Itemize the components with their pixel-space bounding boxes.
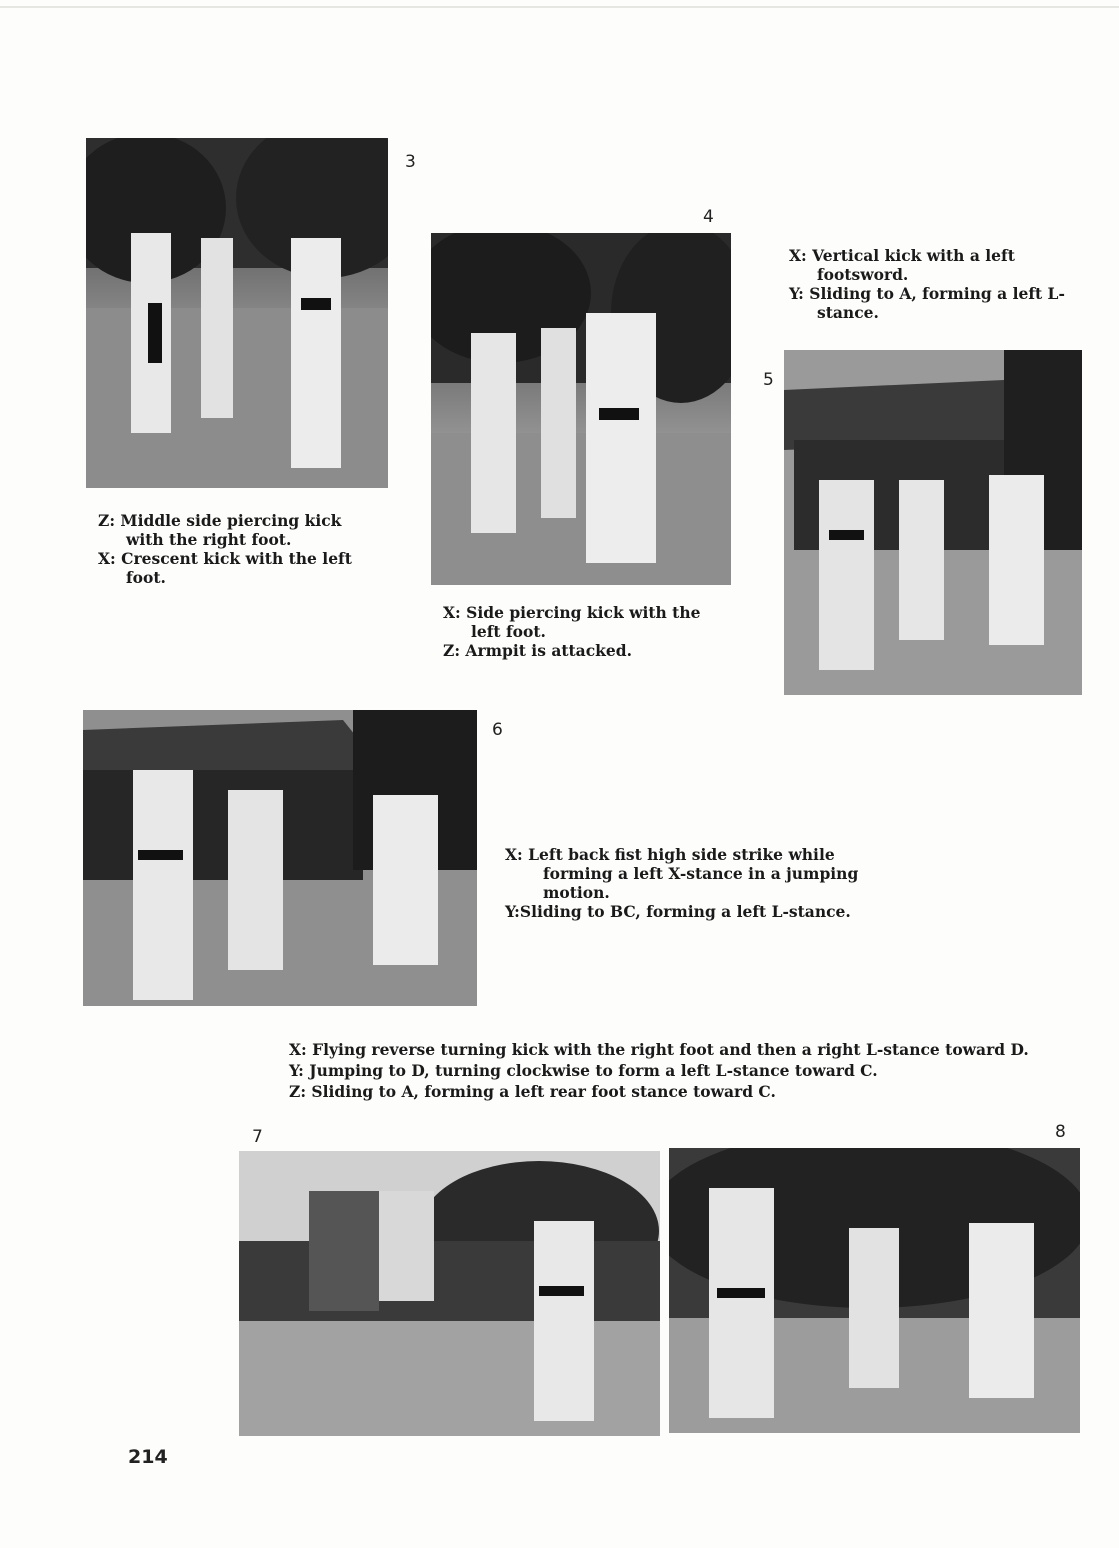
caption-line: Z: Sliding to A, forming a left rear foot stance toward C. (289, 1082, 776, 1101)
photo-7 (239, 1151, 660, 1436)
caption-line: Y:Sliding to BC, forming a left L-stance. (505, 902, 851, 921)
photo-8-number: 8 (1055, 1122, 1066, 1142)
caption-line: X: Left back fist high side strike while forming a left X-stance in a jumping motion. (505, 845, 859, 902)
page-edge-shadow (0, 6, 1119, 8)
caption-line: Z: Middle side piercing kick with the right foot. (98, 511, 342, 549)
photo-5-caption (789, 246, 1074, 322)
photo-3-caption (98, 511, 383, 587)
caption-line: X: Vertical kick with a left footsword. (789, 246, 1015, 284)
caption-line: X: Flying reverse turning kick with the right foot and then a right L-stance toward D. (289, 1040, 1029, 1059)
photo-5-number: 5 (763, 370, 774, 390)
photo-4-caption (443, 603, 733, 660)
caption-line: Z: Armpit is attacked. (443, 641, 632, 660)
caption-line: Y: Jumping to D, turning clockwise to form a left L-stance toward C. (289, 1061, 878, 1080)
caption-line: Y: Sliding to A, forming a left L-stance. (789, 284, 1065, 322)
caption-line: X: Side piercing kick with the left foot. (443, 603, 701, 641)
caption-line: X: Crescent kick with the left foot. (98, 549, 352, 587)
photo-5 (784, 350, 1082, 695)
photo-4 (431, 233, 731, 585)
photo-4-number: 4 (703, 207, 714, 227)
photo-6-caption (505, 845, 897, 921)
photo-3-number: 3 (405, 152, 416, 172)
photo-6 (83, 710, 477, 1006)
photo-6-number: 6 (492, 720, 503, 740)
photo-3 (86, 138, 388, 488)
photo-8 (669, 1148, 1080, 1433)
photo-7-number: 7 (252, 1127, 263, 1147)
photos-7-8-caption (289, 1040, 1029, 1101)
page-number: 214 (128, 1446, 168, 1468)
